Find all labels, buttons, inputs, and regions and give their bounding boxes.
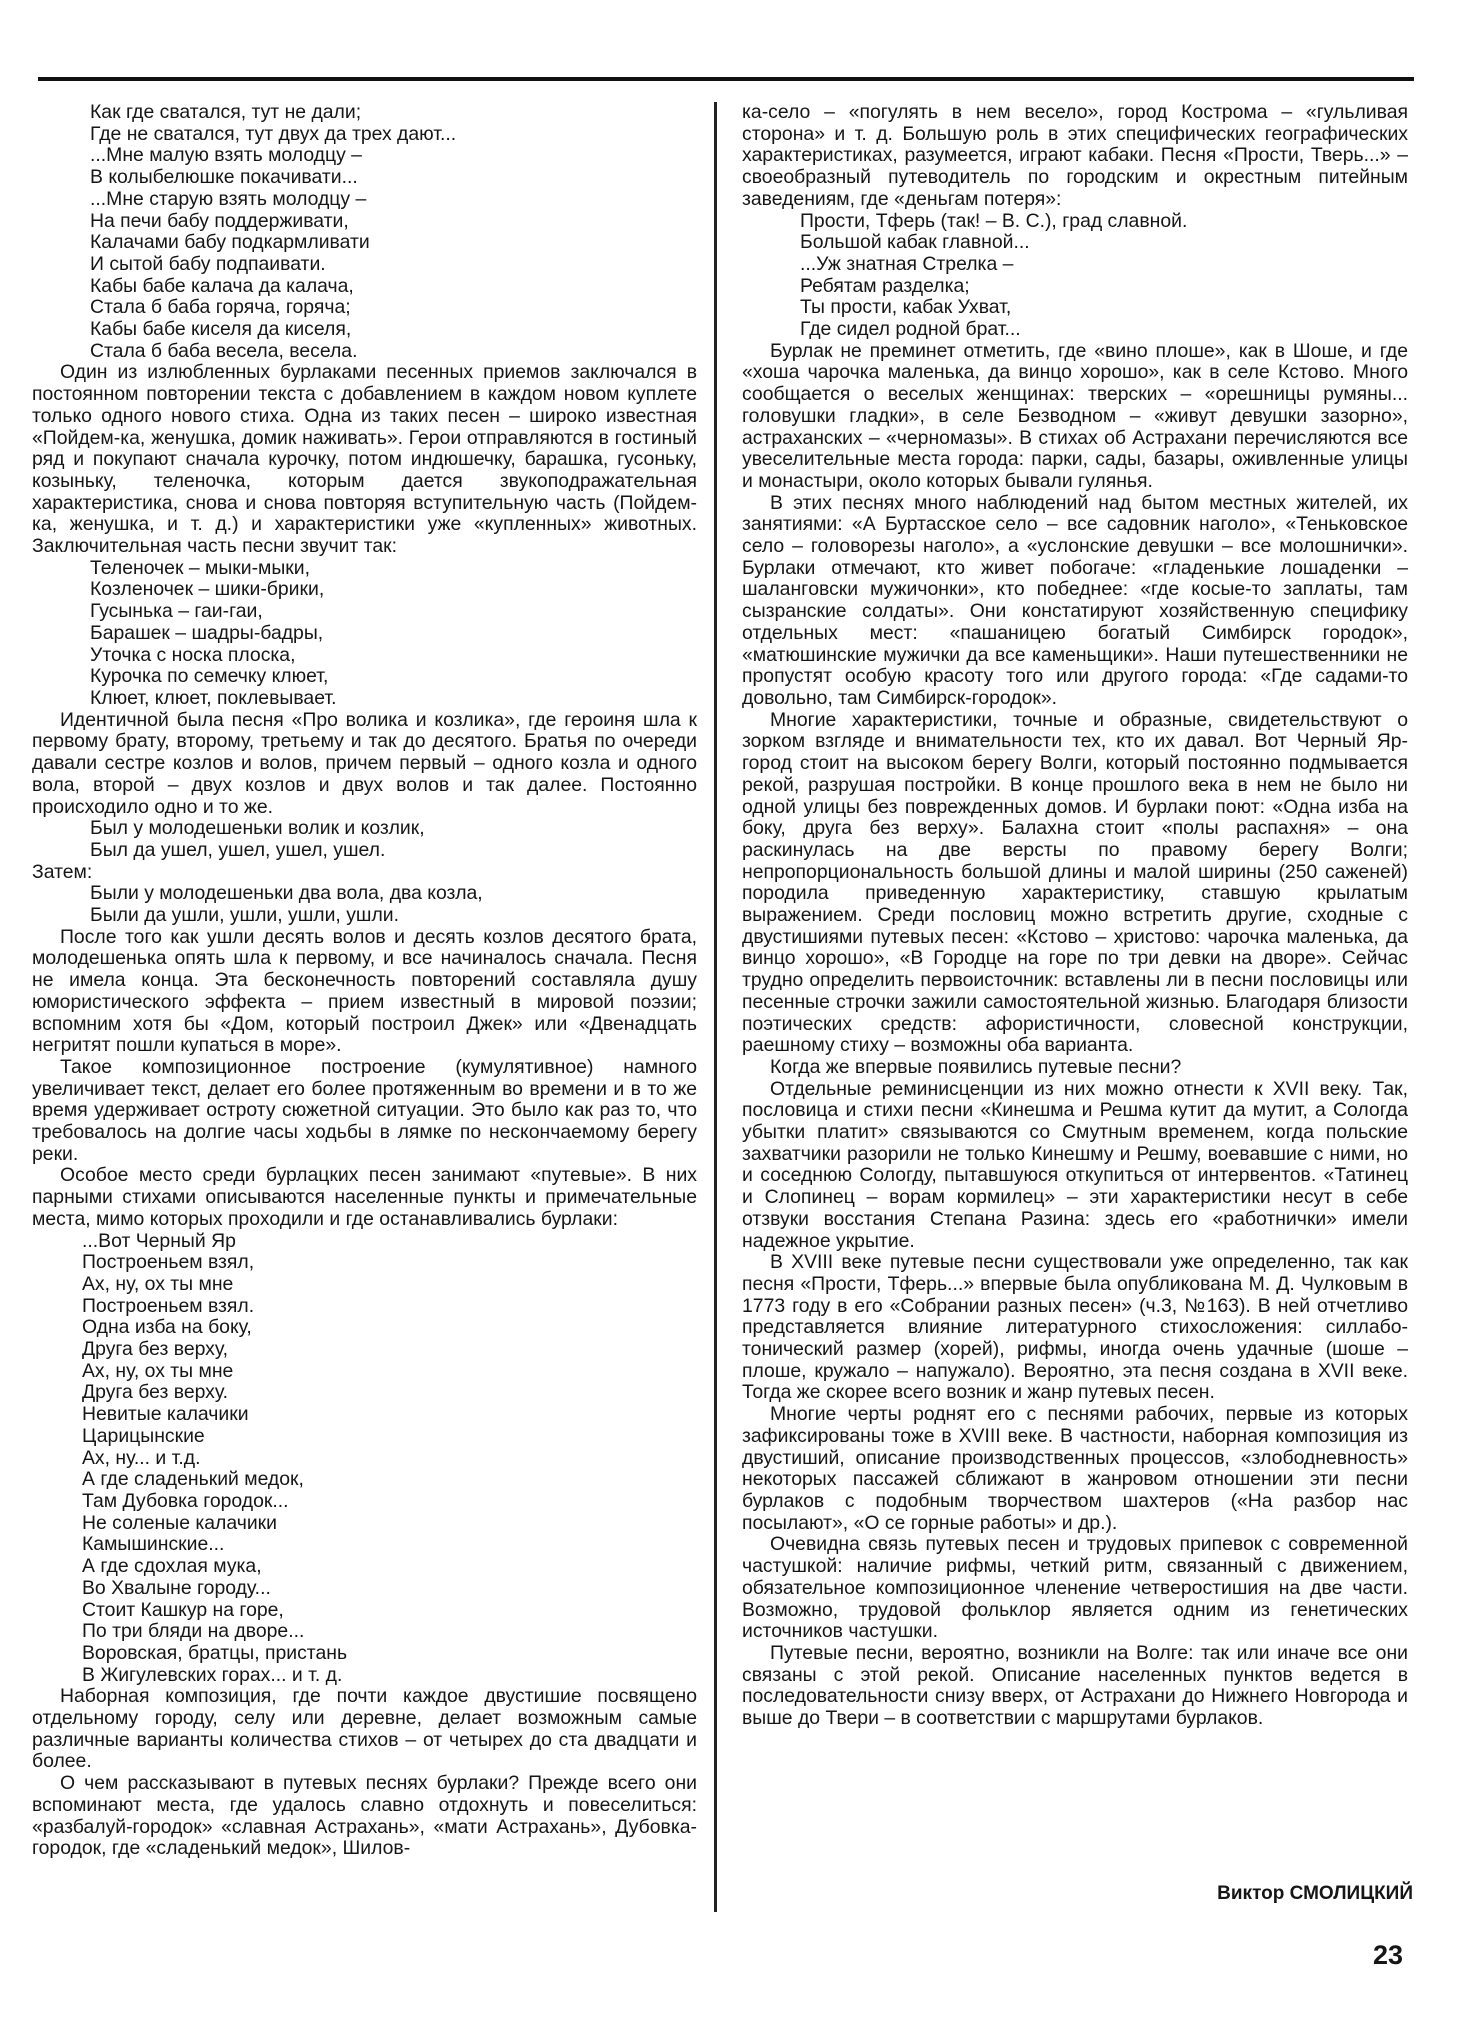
poem-line: Во Хвалыне городу...	[82, 1576, 271, 1599]
poem-line: Кабы бабе калача да калача,	[90, 274, 354, 297]
poem-line: Невитые калачики	[82, 1403, 249, 1426]
poem-line: Клюет, клюет, поклевывает.	[90, 686, 337, 709]
poem-line: Построеньем взял.	[82, 1294, 255, 1317]
column-divider	[714, 102, 717, 1912]
poem-line: Друга без верху,	[82, 1338, 229, 1361]
paragraph: Один из излюбленных бурлаками песенных приемов заключался в постоянном повторении текста с добавлением в каждом новом куплете только одного нового стиха. Одна из таких песен – широко известная «Пойдем-ка, женушка, домик наживать». Герои отправляются в гостиный ряд и покупают сначала курочку, потом индюшечку, барашка, гусоньку, козыньку, теленочка, которым дается звукоподражательная характеристика, снова и снова повторяя вступительную часть (Пойдем-ка, женушка, и т. д.) и характеристики уже «купленных» животных. Заключительная часть песни звучит так:	[32, 361, 697, 558]
poem-line: А где сладенький медок,	[82, 1468, 304, 1491]
poem-line: Не соленые калачики	[82, 1511, 277, 1534]
paragraph: В XVIII веке путевые песни существовали уже определенно, так как песня «Прости, Тферь...» впервые была опубликована М. Д. Чулковым в 1773 году в его «Собрании разных песен» (ч.3, №163). В ней отчетливо представляется влияние литературного стихосложения: силлабо-тонический размер (хорей), рифмы, иногда очень удачные (шоше – плоше, кружало – напужало). Вероятно, эта песня создана в XVII веке. Тогда же скорее всего возник и жанр путевых песен.	[742, 1251, 1408, 1404]
poem-line: Уточка с носка плоска,	[90, 643, 296, 666]
poem-line: Воровская, братцы, пристань	[82, 1641, 348, 1664]
poem-line: На печи бабу поддерживати,	[90, 209, 349, 232]
paragraph: Идентичной была песня «Про волика и козлика», где героиня шла к первому брату, второму, третьему и так до десятого. Братья по очереди давали сестре козлов и волов, причем первый – одного козла и одного вола, второй – двух козлов и двух волов и так далее. Постоянно происходило одно и то же.	[32, 708, 697, 818]
poem-line: А где сдохлая мука,	[82, 1555, 262, 1578]
poem-line: И сытой бабу подпаивати.	[90, 252, 326, 275]
poem-line: ...Вот Черный Яр	[82, 1229, 236, 1252]
poem-line: Курочка по семечку клюет,	[90, 665, 329, 688]
paragraph: ка-село – «погулять в нем весело», город Кострома – «гульливая сторона» и т. д. Большую роль в этих специфических географических характеристиках, разумеется, играют кабаки. Песня «Прости, Тверь...» – своеобразный путеводитель по городским и окрестным питейным заведениям, где «деньгам потеря»:	[742, 101, 1408, 210]
poem-line: ...Уж знатная Стрелка –	[800, 252, 1014, 275]
poem-line: Как где сватался, тут не дали;	[90, 101, 362, 123]
poem-line: Кабы бабе киселя да киселя,	[90, 318, 352, 341]
poem-line: Одна изба на боку,	[82, 1316, 252, 1339]
poem-line: Стала б баба весела, весела.	[90, 339, 358, 362]
paragraph: Бурлак не преминет отметить, где «вино плоше», как в Шоше, и где «хоша чарочка маленька, да винцо хорошо», как в селе Кстово. Много сообщается о веселых женщинах: тверских – «орешницы румяны... головушки гладки», в селе Безводном – «живут девушки зазорно», астраханских – «черномазы». В стихах об Астрахани перечисляются все увеселительные места города: парки, сады, базары, оживленные улицы и монастыри, около которых бывали гулянья.	[742, 339, 1408, 492]
poem-line: Ах, ну, ох ты мне	[82, 1359, 234, 1382]
paragraph: Когда же впервые появились путевые песни?	[770, 1055, 1182, 1078]
paragraph: Такое композиционное построение (кумулятивное) намного увеличивает текст, делает его более протяженным во времени и в то же время удерживает остроту сюжетной ситуации. Это было как раз то, что требовалось на долгие часы ходьбы в лямке по нескончаемому берегу реки.	[32, 1055, 697, 1165]
poem-stanza	[32, 818, 697, 861]
paragraph: После того как ушли десять волов и десять козлов десятого брата, молодешенька опять шла к первому, и все начиналось сначала. Песня не имела конца. Эта бесконечность повторений составляла душу юмористического эффекта – прием известный в мировой поэзии; вспомним хотя бы «Дом, который построил Джек» или «Двенадцать негритят пошли купаться в море».	[32, 925, 697, 1057]
poem-line: Царицынские	[82, 1424, 205, 1447]
page-number: 23	[1372, 1940, 1403, 1970]
author-signature: Виктор СМОЛИЦКИЙ	[1217, 1883, 1413, 1904]
left-column	[32, 102, 697, 1860]
poem-line: Построеньем взял,	[82, 1251, 255, 1274]
poem-line: Был да ушел, ушел, ушел, ушел.	[90, 838, 386, 861]
poem-line: Где сидел родной брат...	[800, 318, 1021, 341]
paragraph: Отдельные реминисценции из них можно отнести к XVII веку. Так, пословица и стихи песни «Кинешма и Решма кутит да мутит, а Сологда убытки платит» связываются со Смутным временем, когда польские захватчики разорили не только Кинешму и Решму, воевавшие с ними, но и соседнюю Сологду, пытавшуюся откупиться от интервентов. «Татинец и Слопинец – ворам кормилец» – эти характеристики несут в себе отзвуки восстания Степана Разина: здесь его «работнички» имели надежное укрытие.	[742, 1077, 1408, 1252]
poem-line: Где не сватался, тут двух да трех дают...	[90, 122, 457, 145]
poem-stanza	[32, 558, 697, 710]
poem-line: Теленочек – мыки-мыки,	[90, 556, 310, 579]
poem-line: ...Мне старую взять молодцу –	[90, 187, 367, 210]
poem-line: Большой кабак главной...	[800, 231, 1030, 254]
paragraph: Многие характеристики, точные и образные, свидетельствуют о зорком взгляде и внимательности тех, кто их давал. Вот Черный Яр-город стоит на высоком берегу Волги, который постоянно подмывается рекой, разрушая постройки. В конце прошлого века в нем не было ни одной улицы без поврежденных домов. И бурлаки поют: «Одна изба на боку, друга без верху». Балахна стоит «полы распахня» – она раскинулась на две версты по правому берегу Волги; непропорциональность большой длины и малой ширины (250 саженей) породила приведенную характеристику, ставшую крылатым выражением. Среди пословиц можно встретить другие, сходные с двустишиями путевых песен: «Кстово – христово: чарочка маленька, да винцо хорошо», «В Городце на горе по три девки на дворе». Сейчас трудно определить первоисточник: вставлены ли в песни пословицы или песенные строчки зажили самостоятельной жизнью. Благодаря близости поэтических средств: афористичности, словесной конструкции, раешному стиху – возможны оба варианта.	[742, 708, 1408, 1057]
paragraph: Многие черты роднят его с песнями рабочих, первые из которых зафиксированы тоже в XVIII веке. В частности, наборная композиция из двустиший, описание производственных процессов, «злободневность» некоторых пассажей сближают в жанровом отношении эти песни бурлаков с подобным творчеством шахтеров («На разбор нас посылают», «О се горные работы» и др.).	[742, 1403, 1408, 1534]
poem-line: В Жигулевских горах... и т. д.	[82, 1663, 343, 1686]
poem-line: Друга без верху.	[82, 1381, 229, 1404]
paragraph: Затем:	[32, 860, 93, 883]
poem-stanza	[742, 211, 1408, 341]
poem-stanza	[32, 883, 697, 926]
paragraph: В этих песнях много наблюдений над бытом местных жителей, их занятиями: «А Буртасское село – все садовник наголо», «Теньковское село – головорезы наголо», а «услонские девушки – все молошнички». Бурлаки отмечают, кто живет побогаче: «гладенькие лошаденки – шалангoвски мужичонки», кто победнее: «где косые-то заплаты, там сызранские солдаты». Они констатируют хозяйственную специфику отдельных мест: «пашаницею богатый Симбирск городок», «матюшинские мужички да все каменьщики». Наши путешественники не пропустят особую красоту того или другого города: «Где садами-то довольно, там Симбирск-городок».	[742, 491, 1408, 709]
poem-line: Там Дубовка городок...	[82, 1490, 289, 1512]
poem-line: Ах, ну, ох ты мне	[82, 1272, 234, 1295]
paragraph: Путевые песни, вероятно, возникли на Волге: так или иначе все они связаны с этой рекой. Описание населенных пунктов ведется в последовательности снизу вверх, от Астрахани до Нижнего Новгорода и выше до Твери – в соответствии с маршрутами бурлаков.	[742, 1641, 1408, 1730]
poem-line: Гусынька – гаи-гаи,	[90, 600, 263, 623]
poem-line: Были у молодешеньки два вола, два козла,	[90, 882, 483, 905]
poem-line: ...Мне малую взять молодцу –	[90, 144, 362, 167]
paragraph: О чем рассказывают в путевых песнях бурлаки? Прежде всего они вспоминают места, где удалось славно отдохнуть и повеселиться: «разбалуй-городок» «славная Астрахань», «мати Астрахань», Дубовка-городок, где «сладенький медок», Шилов-	[32, 1772, 697, 1860]
poem-line: Ах, ну... и т.д.	[82, 1446, 201, 1469]
poem-line: По три бляди на дворе...	[82, 1620, 305, 1643]
poem-line: Калачами бабу подкармливати	[90, 231, 370, 254]
paragraph: Очевидна связь путевых песен и трудовых припевок с современной частушкой: наличие рифмы, четкий ритм, связанный с движением, обязательное композиционное членение четверостишия на две части. Возможно, трудовой фольклор является одним из генетических источников частушки.	[742, 1533, 1408, 1643]
poem-line: Стоит Кашкур на горе,	[82, 1598, 284, 1621]
top-rule	[38, 77, 1414, 81]
poem-line: Были да ушли, ушли, ушли, ушли.	[90, 904, 399, 927]
poem-line: Был у молодешеньки волик и козлик,	[90, 817, 425, 840]
poem-line: В колыбелюшке покачивати...	[90, 166, 358, 189]
poem-stanza	[32, 102, 697, 362]
poem-line: Камышинские...	[82, 1533, 225, 1556]
paragraph: Особое место среди бурлацких песен занимают «путевые». В них парными стихами описываются населенные пункты и примечательные места, мимо которых проходили и где останавливались бурлаки:	[32, 1164, 697, 1230]
poem-line: Ребятам разделка;	[800, 274, 970, 297]
poem-line: Барашек – шадры-бадры,	[90, 621, 324, 644]
poem-line: Стала б баба горяча, горяча;	[90, 296, 351, 319]
right-column	[742, 102, 1408, 1730]
poem-line: Козленочек – шики-брики,	[90, 578, 325, 601]
poem-line: Прости, Тферь (так! – В. С.), град славной.	[800, 209, 1188, 232]
paragraph: Наборная композиция, где почти каждое двустишие посвящено отдельному городу, селу или деревне, делает возможным самые различные варианты количества стихов – от четырех до ста двадцати и более.	[32, 1685, 697, 1773]
poem-line: Ты прости, кабак Ухват,	[800, 296, 1012, 319]
poem-stanza	[32, 1231, 697, 1687]
